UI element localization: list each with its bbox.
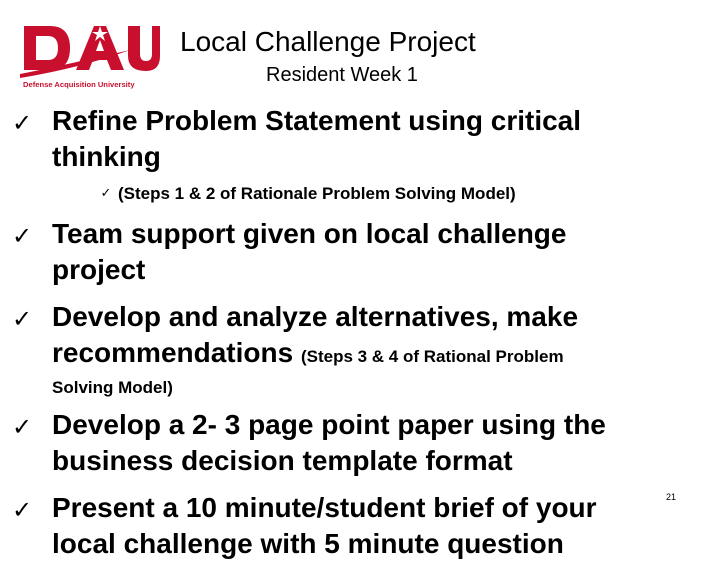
check-icon: ✓ (11, 109, 33, 137)
bullet-line: Refine Problem Statement using critical (52, 105, 582, 136)
bullet-line: Develop a 2- 3 page point paper using the (52, 409, 606, 440)
bullet-line: thinking (52, 141, 161, 172)
bullet-line: project (52, 254, 146, 285)
check-icon: ✓ (11, 222, 33, 250)
logo-tagline: Defense Acquisition University (23, 80, 135, 89)
page-subtitle: Resident Week 1 (266, 64, 418, 86)
bullet-line: Develop and analyze alternatives, make (52, 301, 579, 332)
sub-bullet-text: (Steps 1 & 2 of Rationale Problem Solving Model) (118, 184, 516, 203)
check-icon: ✓ (11, 413, 33, 441)
page-number: 21 (666, 492, 677, 502)
check-icon: ✓ (11, 496, 33, 524)
bullet-line: Team support given on local challenge (52, 218, 567, 249)
check-icon: ✓ (11, 305, 33, 333)
check-icon: ✓ (100, 186, 112, 201)
bullet-line: Present a 10 minute/student brief of your (52, 492, 597, 523)
bullet-line: local challenge with 5 minute question (52, 528, 564, 559)
bullet-line-with-tail (52, 335, 712, 375)
dau-logo (20, 20, 160, 90)
page-title: Local Challenge Project (180, 26, 476, 57)
bullet-line: recommendations (52, 337, 294, 368)
bullet-line: business decision template format (52, 445, 513, 476)
bullet-line: Solving Model) (52, 378, 173, 397)
bullet-tail: (Steps 3 & 4 of Rational Problem (300, 347, 564, 366)
